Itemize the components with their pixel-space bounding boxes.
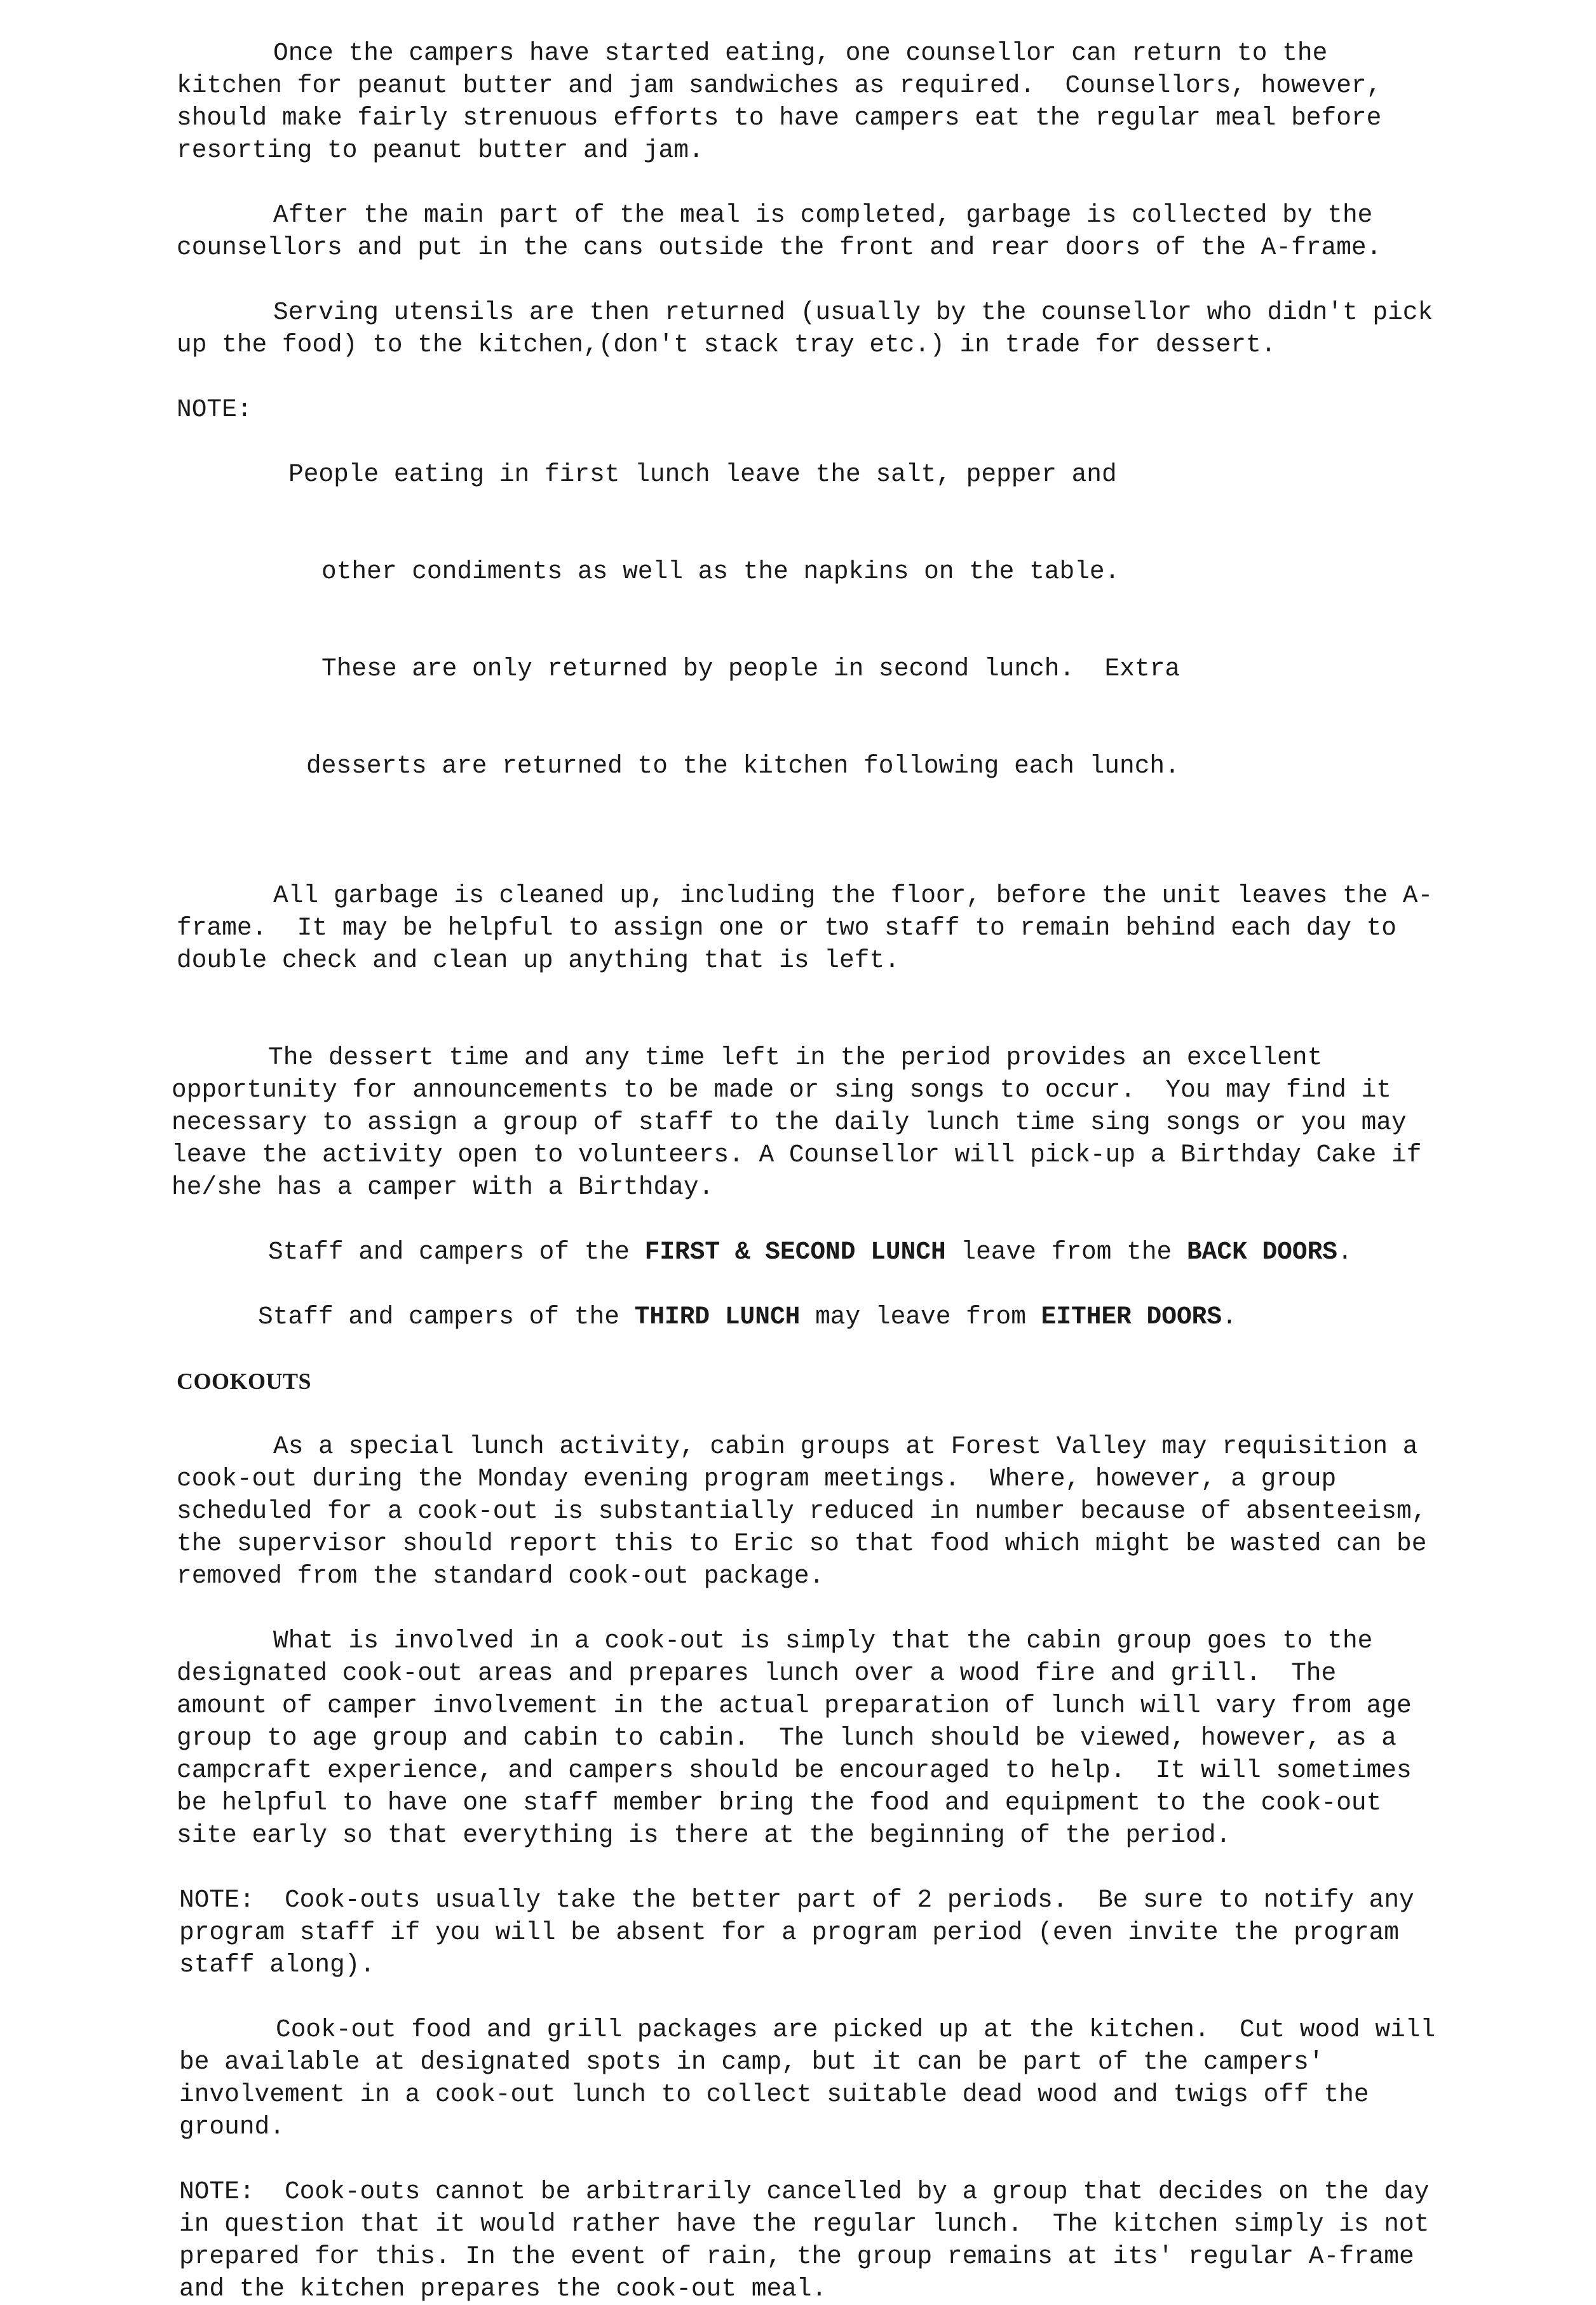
note-body: Cook-outs cannot be arbitrarily cancelled by a group that decides on the day in question that it would rather have the regular lunch. The kitchen simply is not prepared for this. In the event of rain, the group remains at its' regular A-frame and the kitchen prepares the cook-out meal. bbox=[179, 2177, 1445, 2303]
text-segment: . bbox=[1337, 1238, 1353, 1266]
spacer bbox=[177, 264, 1441, 296]
bold-text: EITHER DOORS bbox=[1041, 1302, 1222, 1331]
note-line: other condiments as well as the napkins on the table. bbox=[321, 557, 1120, 586]
bold-text: THIRD LUNCH bbox=[634, 1302, 801, 1331]
spacer bbox=[177, 1398, 1441, 1430]
paragraph-serving-utensils: Serving utensils are then returned (usually by the counsellor who didn't pick up the food) to the kitchen,(don't stack tray etc.) in trade for dessert. bbox=[177, 298, 1448, 359]
note-body: Cook-outs usually take the better part of 2 periods. Be sure to notify any program staff if you will be absent for a program period (even invite the program staff along). bbox=[179, 1886, 1430, 1979]
note-line: These are only returned by people in second lunch. Extra bbox=[321, 654, 1180, 683]
spacer bbox=[177, 847, 1441, 879]
spacer bbox=[177, 361, 1441, 393]
paragraph-cookout-requisition: As a special lunch activity, cabin groups at Forest Valley may requisition a cook-out during the Monday evening program meetings. Where, however, a group scheduled for a cook-out is substantially reduced in number because of absenteeism, the supervisor should report this to Eric so that food which might be wasted can be removed from the standard cook-out package. bbox=[177, 1432, 1442, 1590]
note-line: desserts are returned to the kitchen following each lunch. bbox=[306, 752, 1180, 780]
spacer bbox=[177, 1203, 1441, 1236]
spacer bbox=[177, 2143, 1441, 2175]
spacer bbox=[177, 1851, 1441, 1884]
spacer bbox=[177, 166, 1441, 199]
note-cookout-cancellation bbox=[179, 2175, 1445, 2305]
spacer bbox=[177, 1981, 1441, 2013]
paragraph-first-second-lunch-exit bbox=[172, 1236, 1441, 1268]
section-heading-cookouts: COOKOUTS bbox=[177, 1369, 312, 1394]
paragraph-cleanup: All garbage is cleaned up, including the floor, before the unit leaves the A-frame. It may be helpful to assign one or two staff to remain behind each day to double check and clean up anything that is left. bbox=[177, 881, 1433, 975]
bold-text: BACK DOORS bbox=[1186, 1238, 1337, 1266]
text-segment: Staff and campers of the bbox=[268, 1238, 645, 1266]
note-label: NOTE: bbox=[179, 1886, 255, 1914]
spacer bbox=[177, 1592, 1441, 1625]
note-spacer bbox=[255, 2177, 285, 2206]
paragraph-cookout-packages: Cook-out food and grill packages are picked up at the kitchen. Cut wood will be available at designated spots in camp, but it can be part of the campers' involvement in a cook-out lunch to collect suitable dead wood and twigs off the ground. bbox=[179, 2015, 1451, 2141]
text-segment: may leave from bbox=[800, 1302, 1041, 1331]
bold-text: FIRST & SECOND LUNCH bbox=[644, 1238, 946, 1266]
note-first-lunch bbox=[177, 393, 1441, 847]
note-line: People eating in first lunch leave the salt, pepper and bbox=[288, 460, 1117, 489]
paragraph-cookout-involvement: What is involved in a cook-out is simply that the cabin group goes to the designated cook-out areas and prepares lunch over a wood fire and grill. The amount of camper involvement in the actual preparation of lunch will vary from age group to age group and cabin to cabin. The lunch should be viewed, however, as a campcraft experience, and campers should be encouraged to help. It will sometimes be helpful to have one staff member bring the food and equipment to the cook-out site early so that everything is there at the beginning of the period. bbox=[177, 1626, 1427, 1849]
spacer bbox=[177, 977, 1441, 1041]
paragraph-garbage-collection: After the main part of the meal is completed, garbage is collected by the counsellors and put in the cans outside the front and rear doors of the A-frame. bbox=[177, 201, 1388, 262]
note-cookout-periods bbox=[179, 1884, 1441, 1981]
paragraph-peanut-butter: Once the campers have started eating, one counsellor can return to the kitchen for peanut butter and jam sandwiches as required. Counsellors, however, should make fairly strenuous efforts to have campers eat the regular meal before resorting to peanut butter and jam. bbox=[177, 39, 1397, 165]
paragraph-third-lunch-exit bbox=[177, 1301, 1441, 1333]
text-segment: leave from the bbox=[945, 1238, 1187, 1266]
spacer bbox=[177, 1268, 1441, 1301]
note-label: NOTE: bbox=[179, 2177, 255, 2206]
spacer bbox=[177, 1333, 1441, 1365]
document-page bbox=[172, 37, 1451, 2305]
text-segment: . bbox=[1222, 1302, 1237, 1331]
note-spacer bbox=[255, 1886, 285, 1914]
note-body bbox=[288, 393, 1441, 847]
paragraph-dessert-time: The dessert time and any time left in the period provides an excellent opportunity for announcements to be made or sing songs to occur. You may find it necessary to assign a group of staff to the daily lunch time sing songs or you may leave the activity open to volunteers. A Counsellor will pick-up a Birthday Cake if he/she has a camper with a Birthday. bbox=[172, 1043, 1437, 1201]
note-label: NOTE: bbox=[177, 395, 252, 424]
text-segment: Staff and campers of the bbox=[258, 1302, 635, 1331]
